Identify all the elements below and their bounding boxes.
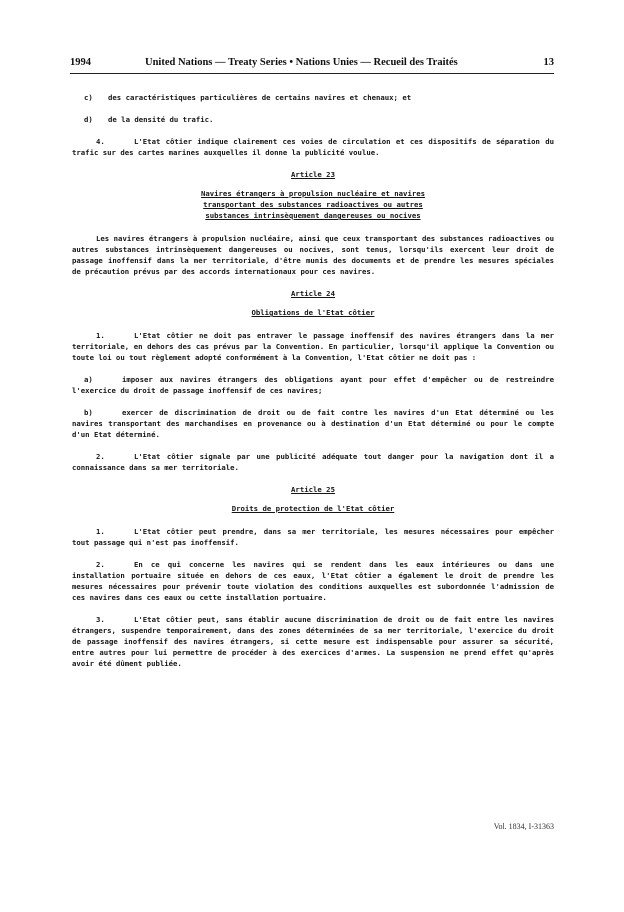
header-year: 1994 bbox=[70, 57, 91, 68]
article-24-paragraph-1 bbox=[72, 330, 554, 363]
paragraph-text: En ce qui concerne les navires qui se rendent dans les eaux intérieures ou dans une installation portuaire située en dehors de ces eaux, l'Etat côtier a également le droit de prendre les mesures nécessaires pour prévenir toute violation des conditions auxquelles est subordonnée l'admission de ces navires dans ces eaux ou cette installation portuaire. bbox=[72, 560, 554, 602]
item-label: b) bbox=[84, 408, 93, 417]
running-header bbox=[70, 57, 554, 71]
article-23-title bbox=[72, 188, 554, 221]
article-24-paragraph-2 bbox=[72, 451, 554, 473]
paragraph-number: 4. bbox=[96, 137, 105, 146]
article-24-item-b bbox=[72, 407, 554, 440]
article-25-heading: Article 25 bbox=[291, 485, 335, 494]
item-text: des caractéristiques particulières de certains navires et chenaux; et bbox=[108, 93, 412, 102]
paragraph-text: L'Etat côtier indique clairement ces voies de circulation et ces dispositifs de séparation du trafic sur des cartes marines auxquelles il donne la publicité voulue. bbox=[72, 137, 554, 157]
title-line: transportant des substances radioactives ou autres bbox=[203, 200, 423, 209]
article-24-heading: Article 24 bbox=[291, 289, 335, 298]
item-text: de la densité du trafic. bbox=[108, 115, 214, 124]
paragraph-number: 1. bbox=[96, 331, 105, 340]
paragraph-number: 2. bbox=[96, 452, 105, 461]
article-25-title: Droits de protection de l'Etat côtier bbox=[231, 504, 395, 513]
item-text: imposer aux navires étrangers des obligations ayant pour effet d'empêcher ou de restreindre l'exercice du droit de passage inoffensif de ces navires; bbox=[72, 375, 554, 395]
list-item-d bbox=[72, 114, 554, 125]
item-label: c) bbox=[84, 93, 93, 102]
title-line: substances intrinsèquement dangereuses ou nocives bbox=[205, 211, 421, 220]
paragraph-text: L'Etat côtier peut, sans établir aucune discrimination de droit ou de fait entre les navires étrangers, suspendre temporairement, dans des zones déterminées de sa mer territoriale, l'exercice du droit de passage inoffensif des navires étrangers, si cette mesure est indispensable pour assurer sa sécurité, entre autres pour lui permettre de procéder à des exercices d'armes. La suspension ne prend effet qu'après avoir été dûment publiée. bbox=[72, 615, 554, 668]
article-24-title: Obligations de l'Etat côtier bbox=[251, 308, 375, 317]
paragraph-4 bbox=[72, 136, 554, 158]
article-24-item-a bbox=[72, 374, 554, 396]
article-25-paragraph-3 bbox=[72, 614, 554, 669]
paragraph-text: L'Etat côtier ne doit pas entraver le passage inoffensif des navires étrangers dans la mer territoriale, en dehors des cas prévus par la Convention. En particulier, lorsqu'il applique la Convention ou toute loi ou tout règlement adopté conformément à la Convention, l'Etat côtier ne doit pas : bbox=[72, 331, 554, 362]
list-item-c bbox=[72, 92, 554, 103]
article-25-paragraph-2 bbox=[72, 559, 554, 603]
article-25-paragraph-1 bbox=[72, 526, 554, 548]
header-series-title: United Nations — Treaty Series • Nations Unies — Recueil des Traités bbox=[145, 57, 458, 68]
paragraph-number: 2. bbox=[96, 560, 105, 569]
paragraph-text: L'Etat côtier signale par une publicité adéquate tout danger pour la navigation dont il a connaissance dans sa mer territoriale. bbox=[72, 452, 554, 472]
article-23-heading: Article 23 bbox=[291, 170, 335, 179]
header-rule bbox=[70, 73, 554, 74]
article-23-text: Les navires étrangers à propulsion nucléaire, ainsi que ceux transportant des substances radioactives ou autres substances intrinsèquement dangereuses ou nocives, sont tenus, lorsqu'ils exercent leur droit de passage inoffensif dans la mer territoriale, d'être munis des documents et de prendre les mesures spéciales de précaution prévus par des accords internationaux pour ces navires. bbox=[72, 234, 554, 276]
paragraph-text: L'Etat côtier peut prendre, dans sa mer territoriale, les mesures nécessaires pour empêcher tout passage qui n'est pas inoffensif. bbox=[72, 527, 554, 547]
paragraph-number: 1. bbox=[96, 527, 105, 536]
item-label: a) bbox=[84, 375, 93, 384]
item-text: exercer de discrimination de droit ou de fait contre les navires d'un Etat déterminé ou les navires transportant des marchandises en provenance ou à destination d'un Etat déterminé ou pour le compte d'un Etat déterminé. bbox=[72, 408, 554, 439]
title-line: Navires étrangers à propulsion nucléaire et navires bbox=[200, 189, 426, 198]
paragraph-number: 3. bbox=[96, 615, 105, 624]
header-page-number: 13 bbox=[543, 57, 554, 68]
document-body bbox=[72, 92, 554, 680]
volume-reference: Vol. 1834, I-31363 bbox=[493, 822, 554, 831]
item-label: d) bbox=[84, 115, 93, 124]
